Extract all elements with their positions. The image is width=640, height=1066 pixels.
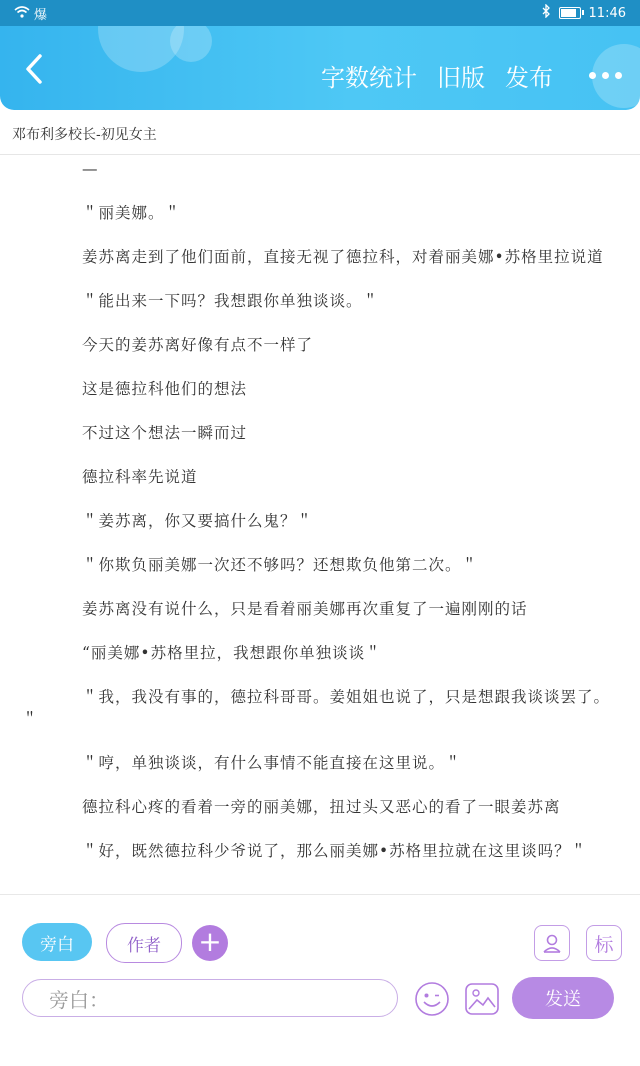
image-icon[interactable]: [464, 981, 498, 1015]
chapter-content[interactable]: [22, 158, 618, 888]
content-paragraph: ＂哼，单独谈谈，有什么事情不能直接在这里说。＂: [82, 754, 462, 772]
editor-header: [0, 26, 640, 110]
bluetooth-icon: [542, 4, 551, 22]
content-paragraph: ＂姜苏离，你又要搞什么鬼？＂: [82, 512, 314, 530]
content-paragraph: 德拉科率先说道: [82, 468, 198, 486]
content-paragraph: “丽美娜•苏格里拉，我想跟你单独谈谈＂: [82, 644, 382, 662]
send-button[interactable]: 发送: [512, 977, 614, 1019]
battery-icon: [559, 7, 581, 19]
content-paragraph: 德拉科心疼的看着一旁的丽美娜，扭过头又恶心的看了一眼姜苏离: [82, 798, 561, 816]
narration-role-button[interactable]: 旁白: [22, 923, 92, 961]
content-paragraph: 不过这个想法一瞬而过: [82, 424, 248, 442]
word-count-button[interactable]: 字数统计: [321, 64, 417, 92]
status-bar: [0, 0, 640, 26]
content-paragraph: 今天的姜苏离好像有点不一样了: [82, 336, 314, 354]
content-paragraph: ＂好，既然德拉科少爷说了，那么丽美娜•苏格里拉就在这里谈吗？＂: [82, 842, 588, 860]
add-role-button[interactable]: +: [192, 925, 228, 961]
back-arrow-icon[interactable]: [22, 54, 48, 80]
content-paragraph: ＂丽美娜。＂: [82, 204, 182, 222]
network-label: 爆: [34, 8, 48, 23]
content-paragraph: 姜苏离走到了他们面前，直接无视了德拉科，对着丽美娜•苏格里拉说道: [82, 248, 604, 266]
decor-bubble: [170, 26, 212, 62]
content-paragraph: ＂我，我没有事的，德拉科哥哥。姜姐姐也说了，只是想跟我谈谈罢了。＂: [22, 688, 611, 728]
divider: [0, 154, 640, 155]
content-paragraph: ＂你欺负丽美娜一次还不够吗？还想欺负他第二次。＂: [82, 556, 479, 574]
emoji-icon[interactable]: [414, 981, 448, 1015]
composer-panel: [0, 894, 640, 1021]
wifi-icon: [14, 6, 30, 22]
content-paragraph: ＂能出来一下吗？我想跟你单独谈谈。＂: [82, 292, 380, 310]
more-options-icon[interactable]: [589, 72, 622, 79]
chapter-title: 邓布利多校长-初见女主: [12, 127, 157, 143]
message-input[interactable]: 旁白：: [22, 979, 398, 1017]
mark-icon[interactable]: 标: [586, 925, 622, 961]
content-paragraph: 姜苏离没有说什么，只是看着丽美娜再次重复了一遍刚刚的话: [82, 600, 528, 618]
content-paragraph: 这是德拉科他们的想法: [82, 380, 248, 398]
clock: 11:46: [588, 5, 626, 21]
content-paragraph: —: [82, 160, 99, 178]
author-role-button[interactable]: 作者: [106, 923, 182, 963]
publish-button[interactable]: 发布: [505, 64, 553, 92]
character-icon[interactable]: [534, 925, 570, 961]
old-version-button[interactable]: 旧版: [437, 64, 485, 92]
